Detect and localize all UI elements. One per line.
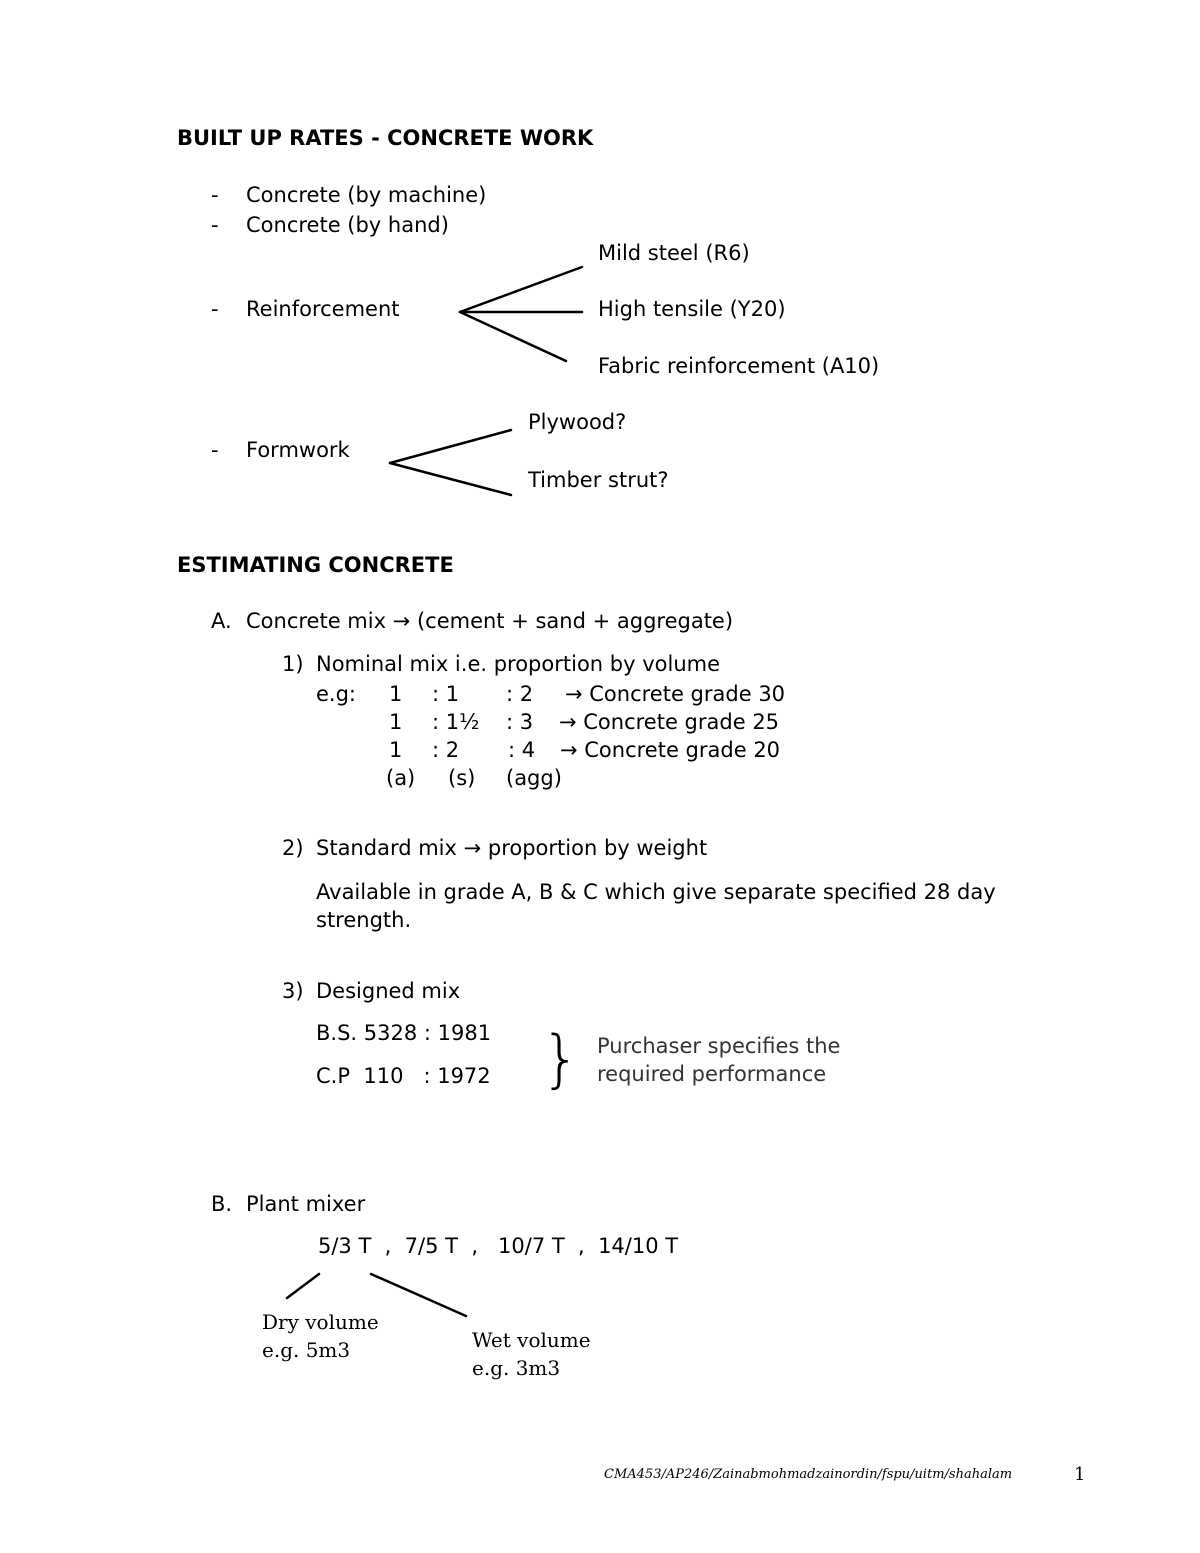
mix-sand-value: : 1½ <box>432 710 480 734</box>
item-concrete-hand: Concrete (by hand) <box>246 213 449 237</box>
mix-grade-result: → Concrete grade 30 <box>565 682 786 706</box>
right-brace: } <box>541 1022 581 1095</box>
branch-mild-steel: Mild steel (R6) <box>598 241 750 265</box>
list-dash: - <box>211 438 219 462</box>
dry-volume-label: Dry volume <box>262 1310 379 1334</box>
plant-mixer-text: Plant mixer <box>246 1192 366 1216</box>
item-reinforcement: Reinforcement <box>246 297 400 321</box>
list-dash: - <box>211 183 219 207</box>
item2-marker: 2) <box>282 836 304 860</box>
legend-cement: (a) <box>386 766 416 790</box>
section-b-marker: B. <box>211 1192 233 1216</box>
item-formwork: Formwork <box>246 438 350 462</box>
section-a-marker: A. <box>211 609 232 633</box>
branch-high-tensile: High tensile (Y20) <box>598 297 786 321</box>
mix-sand-value: : 2 <box>432 738 460 762</box>
item-concrete-machine: Concrete (by machine) <box>246 183 487 207</box>
mix-grade-result: → Concrete grade 25 <box>559 710 780 734</box>
standard-mix-desc-line1: Available in grade A, B & C which give separate specified 28 day <box>316 880 996 904</box>
eg-label: e.g: <box>316 682 357 706</box>
branch-timber-strut: Timber strut? <box>528 468 669 492</box>
mix-aggregate-value: : 2 <box>506 682 534 706</box>
legend-aggregate: (agg) <box>506 766 562 790</box>
list-dash: - <box>211 213 219 237</box>
standard-bs-5328: B.S. 5328 : 1981 <box>316 1021 492 1045</box>
dry-volume-example: e.g. 5m3 <box>262 1338 351 1362</box>
item1-marker: 1) <box>282 652 304 676</box>
mixer-sizes: 5/3 T , 7/5 T , 10/7 T , 14/10 T <box>318 1234 679 1258</box>
line-to-mild-steel <box>460 267 582 312</box>
standard-cp-110: C.P 110 : 1972 <box>316 1064 491 1088</box>
wet-volume-example: e.g. 3m3 <box>472 1356 561 1380</box>
legend-sand: (s) <box>448 766 476 790</box>
line-to-fabric <box>460 312 566 361</box>
purchaser-note-line2: required performance <box>597 1062 827 1086</box>
mix-sand-value: : 1 <box>432 682 460 706</box>
standard-mix-title: Standard mix → proportion by weight <box>316 836 708 860</box>
purchaser-note-line1: Purchaser specifies the <box>597 1034 841 1058</box>
branch-plywood: Plywood? <box>528 410 627 434</box>
line-to-wet-volume <box>371 1274 466 1316</box>
mix-aggregate-value: : 4 <box>508 738 536 762</box>
standard-mix-desc-line2: strength. <box>316 908 412 932</box>
item3-marker: 3) <box>282 979 304 1003</box>
mix-grade-result: → Concrete grade 20 <box>560 738 781 762</box>
section-heading-estimating-concrete: ESTIMATING CONCRETE <box>177 553 454 577</box>
mix-cement-value: 1 <box>389 682 403 706</box>
line-to-timber-strut <box>390 463 511 495</box>
mix-aggregate-value: : 3 <box>506 710 534 734</box>
branch-fabric-reinforcement: Fabric reinforcement (A10) <box>598 354 880 378</box>
mix-cement-value: 1 <box>389 710 403 734</box>
line-to-plywood <box>390 430 511 463</box>
wet-volume-label: Wet volume <box>472 1328 591 1352</box>
section-heading-built-up-rates: BUILT UP RATES - CONCRETE WORK <box>177 126 594 150</box>
line-to-dry-volume <box>287 1274 319 1298</box>
list-dash: - <box>211 297 219 321</box>
concrete-mix-text: Concrete mix → (cement + sand + aggregate) <box>246 609 734 633</box>
footer-reference: CMA453/AP246/Zainabmohmadzainordin/fspu/uitm/shahalam <box>604 1467 1013 1482</box>
page-number: 1 <box>1074 1464 1086 1485</box>
mix-cement-value: 1 <box>389 738 403 762</box>
designed-mix-title: Designed mix <box>316 979 461 1003</box>
nominal-mix-title: Nominal mix i.e. proportion by volume <box>316 652 721 676</box>
